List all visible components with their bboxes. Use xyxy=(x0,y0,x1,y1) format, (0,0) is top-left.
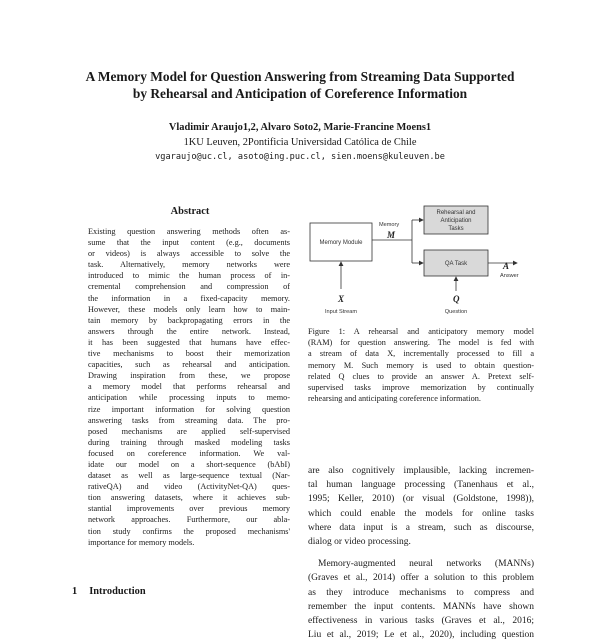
memory-symbol: M xyxy=(387,230,396,240)
caption-line: rehearsing and anticipating coreference information. xyxy=(308,394,481,404)
answer-label: Answer xyxy=(500,273,519,279)
memory-caption: Memory xyxy=(379,222,400,228)
body-line: dialog or video processing. xyxy=(308,537,411,548)
input-symbol: X xyxy=(338,294,345,304)
abstract-line: it has been suggested that humans have effec- xyxy=(88,337,290,347)
body-line: which could enable the models for online tasks xyxy=(308,508,534,519)
section-title: Introduction xyxy=(89,586,146,597)
body-line: Liu et al., 2019; Le et al., 2020), including question xyxy=(308,630,534,641)
title-line-2: by Rehearsal and Anticipation of Coreference Information xyxy=(132,86,468,101)
body-line: (Graves et al., 2014) offer a solution to this problem xyxy=(308,573,534,584)
abstract-line: the information in a fixed-capacity memory. xyxy=(88,293,290,303)
abstract-line: anticipation while processing inputs to memo- xyxy=(88,393,290,403)
abstract-line: dataset as well as large-sequence textual (Nar- xyxy=(88,471,290,481)
section-number: 1 xyxy=(72,586,78,597)
abstract-line: idate our model on a short-sequence (bAbI) xyxy=(88,459,290,469)
body-line: Memory-augmented neural networks (MANNs) xyxy=(318,559,534,570)
abstract-line: introduced to mimic the human process of in- xyxy=(88,271,290,281)
body-line: as they introduce mechanisms to compress and xyxy=(308,587,534,598)
abstract-line: rativeQA) and video (ActivityNet-QA) ques- xyxy=(88,482,290,492)
abstract-line: However, these models only learn how to main- xyxy=(88,304,290,314)
abstract-line: task. Alternatively, memory networks were xyxy=(88,260,290,270)
body-line: remember the input contents. MANNs have shown xyxy=(308,601,534,612)
body-line: where data input is a stream, such as discourse, xyxy=(308,522,534,533)
caption-line: related Q clues to provide an answer A. Pretext self- xyxy=(308,371,534,381)
body-line: are also cognitively implausible, lacking incremen- xyxy=(308,466,534,476)
abstract-line: network approaches. Furthermore, our abla- xyxy=(88,515,290,525)
abstract-heading: Abstract xyxy=(170,206,210,217)
question-symbol: Q xyxy=(453,294,460,304)
body-line: tal human language processing (Tanenhaus et al., xyxy=(308,480,534,491)
abstract-line: tion answering datasets, where it achieves sub- xyxy=(88,493,290,503)
question-label: Question xyxy=(444,309,468,315)
memory-module-label: Memory Module xyxy=(319,240,363,246)
figure-1-diagram xyxy=(308,203,526,321)
abstract-line: Existing question answering methods often as- xyxy=(88,227,290,236)
caption-line: supervised tasks improve memorization by continually xyxy=(308,383,534,393)
abstract-line: a memory model that performs rehearsal and xyxy=(88,382,290,392)
abstract-line: posed mechanisms are applied self-supervised xyxy=(88,426,290,436)
abstract-line: rize important information for solving question xyxy=(88,404,290,414)
abstract-line: capacities, such as rehearsal and anticipation. xyxy=(88,360,290,370)
right-column-body xyxy=(308,464,534,642)
abstract-line: stantial improvements over previous memory xyxy=(88,504,290,514)
section-heading-introduction xyxy=(72,586,146,597)
author-emails: vgaraujo@uc.cl, asoto@ing.puc.cl, sien.moens@kuleuven.be xyxy=(155,152,445,162)
abstract-line: cremental comprehension and compression of xyxy=(88,282,290,292)
author-list: Vladimir Araujo1,2, Alvaro Soto2, Marie-Francine Moens1 xyxy=(168,122,432,133)
rehearsal-label-2: Anticipation xyxy=(440,218,472,224)
figure-1-caption xyxy=(308,326,534,404)
caption-line: memory M. Such memory is used to obtain question- xyxy=(308,360,534,370)
caption-line: a stream of data X, incrementally processed to fill a xyxy=(308,349,534,359)
abstract-line: importance for memory models. xyxy=(88,537,195,547)
paper-title xyxy=(40,68,560,102)
abstract-line: focused on coreference information. We val- xyxy=(88,448,290,458)
abstract-line: answering tasks from streaming data. The pro- xyxy=(88,415,290,425)
abstract-line: Drawing inspiration from these, we propose xyxy=(88,371,290,381)
rehearsal-label-3: Tasks xyxy=(448,226,464,232)
abstract-body xyxy=(88,226,290,548)
answer-symbol: A xyxy=(503,261,510,271)
body-line: effectiveness in various tasks (Graves et al., 2016; xyxy=(308,616,534,627)
abstract-line: sume that the input content (e.g., documents xyxy=(88,238,290,248)
caption-line: (RAM) for question answering. The model is fed with xyxy=(308,338,534,348)
title-line-1: A Memory Model for Question Answering from Streaming Data Supported xyxy=(85,69,515,84)
affiliations: 1KU Leuven, 2Pontificia Universidad Católica de Chile xyxy=(183,137,417,148)
caption-line: Figure 1: A rehearsal and anticipatory memory model xyxy=(308,327,534,336)
rehearsal-label-1: Rehearsal and xyxy=(436,210,476,216)
qa-task-label: QA Task xyxy=(444,261,468,267)
abstract-line: tion study confirms the proposed mechanisms' xyxy=(88,526,290,536)
input-label: Input Stream xyxy=(324,309,358,315)
abstract-line: or videos) is always accessible to solve the xyxy=(88,249,290,259)
abstract-line: answers through the entire network. Instead, xyxy=(88,326,290,336)
abstract-line: during training through masked modeling tasks xyxy=(88,437,290,447)
body-line: 1995; Keller, 2010) (or visual (Goldstone, 1998)), xyxy=(308,494,534,505)
abstract-line: tain memory by backpropagating errors in the xyxy=(88,315,290,325)
abstract-line: tive mechanisms to boost their memorization xyxy=(88,349,290,359)
